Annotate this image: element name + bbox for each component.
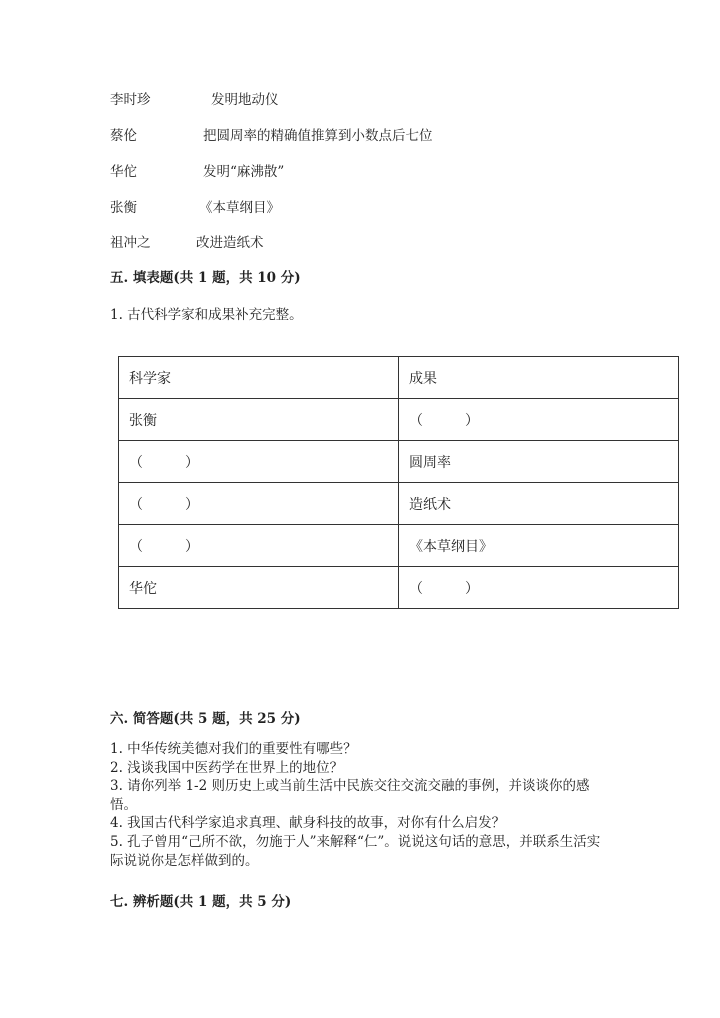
table-cell: （ ） — [399, 399, 679, 441]
table-cell: 圆周率 — [399, 441, 679, 483]
section-6-title: 六. 简答题(共 5 题，共 25 分) — [110, 711, 301, 727]
header-cell: 成果 — [399, 357, 679, 399]
section-6-questions — [110, 740, 610, 870]
section-5-question: 1. 古代科学家和成果补充完整。 — [110, 307, 303, 323]
section-5-title: 五. 填表题(共 1 题，共 10 分) — [110, 270, 301, 286]
fill-table — [118, 356, 679, 609]
scientist-name: 祖冲之 — [110, 235, 151, 251]
table-cell: 华佗 — [119, 567, 399, 609]
scientist-name: 华佗 — [110, 164, 137, 180]
question: 4. 我国古代科学家追求真理、献身科技的故事，对你有什么启发？ — [110, 815, 506, 832]
achievement: 把圆周率的精确值推算到小数点后七位 — [203, 128, 433, 144]
achievement: 发明地动仪 — [211, 92, 279, 108]
question: 1. 中华传统美德对我们的重要性有哪些？ — [110, 741, 357, 757]
table-cell: （ ） — [119, 441, 399, 483]
table-row — [119, 567, 679, 609]
table-row — [119, 399, 679, 441]
question: 3. 请你列举 1-2 则历史上或当前生活中民族交往交流交融的事例，并谈谈你的感悟。 — [110, 778, 590, 813]
scientist-name: 蔡伦 — [110, 128, 137, 144]
table-cell: （ ） — [399, 567, 679, 609]
section-7-title: 七. 辨析题(共 1 题，共 5 分) — [110, 894, 292, 910]
table-row — [119, 441, 679, 483]
achievement: 改进造纸术 — [196, 235, 264, 251]
table-header-row — [119, 357, 679, 399]
scientist-name: 张衡 — [110, 200, 137, 216]
table-cell: 张衡 — [119, 399, 399, 441]
table-cell: 造纸术 — [399, 483, 679, 525]
header-cell: 科学家 — [119, 357, 399, 399]
achievement: 《本草纲目》 — [199, 200, 280, 216]
table-cell: 《本草纲目》 — [399, 525, 679, 567]
achievement: 发明“麻沸散” — [203, 164, 285, 180]
table-cell: （ ） — [119, 525, 399, 567]
scientist-name: 李时珍 — [110, 92, 151, 108]
table-row — [119, 525, 679, 567]
question: 5. 孔子曾用“己所不欲，勿施于人”来解释“仁”。说说这句话的意思，并联系生活实际说说你是怎样做到的。 — [110, 833, 601, 869]
table-cell: （ ） — [119, 483, 399, 525]
table-row — [119, 483, 679, 525]
question: 2. 浅谈我国中医药学在世界上的地位？ — [110, 759, 344, 776]
